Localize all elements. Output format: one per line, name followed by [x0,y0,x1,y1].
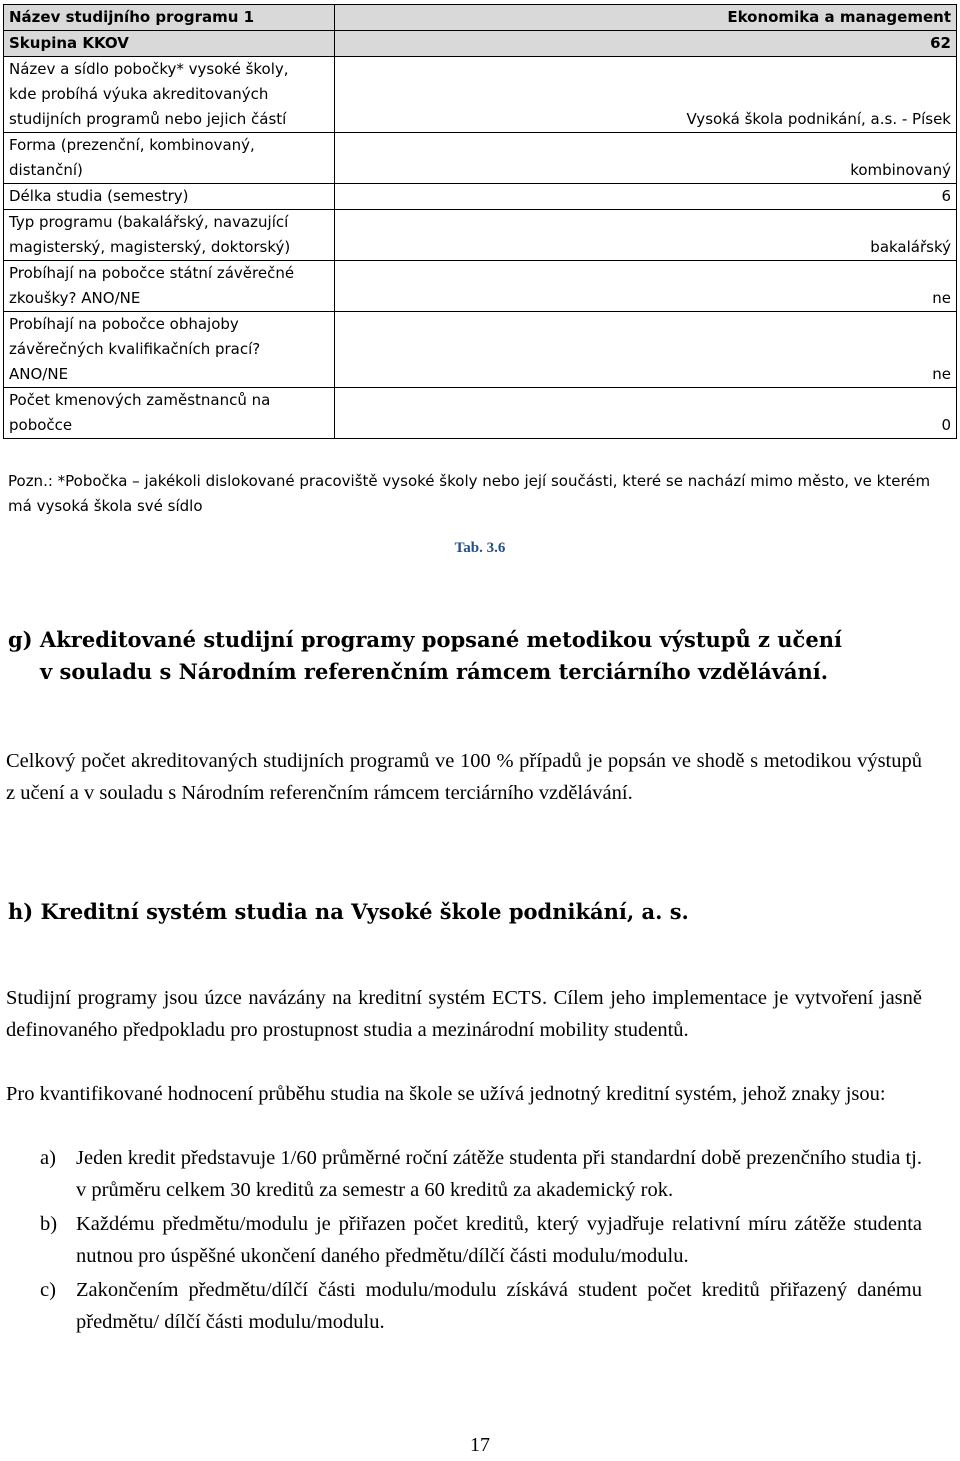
table-row [4,31,957,57]
table-row [4,57,957,133]
section-g-heading [8,624,952,688]
row-label [4,312,335,388]
table-row [4,261,957,312]
row-label [4,388,335,439]
credit-list [40,1142,922,1340]
table-row [4,184,957,210]
table-caption: Tab. 3.6 [454,540,506,556]
row-value: Ekonomika a management [335,5,957,31]
list-item [40,1208,922,1272]
list-text: Zakončením předmětu/dílčí části modulu/modulu získává student počet kreditů přiřazený danému předmětu/ dílčí části modulu/modulu. [76,1279,922,1333]
row-label-line: Forma (prezenční, kombinovaný, [9,136,255,154]
table-row [4,312,957,388]
row-value: kombinovaný [335,133,957,184]
table-row [4,388,957,439]
table-row [4,133,957,184]
row-label-line: distanční) [9,161,83,179]
table-row [4,210,957,261]
row-label-line: závěrečných kvalifikačních prací? [9,340,261,358]
list-text: Každému předmětu/modulu je přiřazen počet kreditů, který vyjadřuje relativní míru zátěže studenta nutnou pro úspěšné ukončení daného předmětu/dílčí části modulu/modulu. [76,1213,922,1267]
row-value: ne [335,312,957,388]
list-marker: a) [40,1147,56,1169]
row-value: 6 [335,184,957,210]
row-label-line: Délka studia (semestry) [9,187,189,205]
row-label-line: Probíhají na pobočce obhajoby [9,315,239,333]
row-value: 0 [335,388,957,439]
row-label-line: Název a sídlo pobočky* vysoké školy, [9,60,289,78]
row-label-line: Počet kmenových zaměstnanců na [9,391,271,409]
page-number: 17 [470,1434,490,1456]
row-value: Vysoká škola podnikání, a.s. - Písek [335,57,957,133]
row-label-line: Skupina KKOV [9,34,129,52]
row-label-line: pobočce [9,416,73,434]
table-row [4,5,957,31]
row-label-line: Probíhají na pobočce státní závěrečné [9,264,295,282]
list-marker: b) [40,1213,58,1235]
paragraph-h2: Pro kvantifikované hodnocení průběhu studia na škole se užívá jednotný kreditní systém, jehož znaky jsou: [6,1083,886,1105]
row-label [4,210,335,261]
row-value: bakalářský [335,210,957,261]
row-label [4,133,335,184]
row-label-line: studijních programů nebo jejich částí [9,110,287,128]
row-label-line: zkoušky? ANO/NE [9,289,141,307]
row-label-line: kde probíhá výuka akreditovaných [9,85,269,103]
list-text: Jeden kredit představuje 1/60 průměrné roční zátěže studenta při standardní době prezenčního studia tj. v průměru celkem 30 kreditů za semestr a 60 kreditů za akademický rok. [76,1147,922,1201]
row-label-line: magisterský, magisterský, doktorský) [9,238,291,256]
list-marker: c) [40,1279,56,1301]
row-label [4,5,335,31]
table-note: Pozn.: *Pobočka – jakékoli dislokované pracoviště vysoké školy nebo její součásti, které se nachází mimo město, ve kterém má vysoká škola své sídlo [8,472,931,515]
section-g-line1: g) Akreditované studijní programy popsané metodikou výstupů z učení [8,627,842,652]
section-h-heading: h) Kreditní systém studia na Vysoké škole podnikání, a. s. [8,899,689,924]
info-table [3,4,957,439]
list-item [40,1274,922,1338]
row-label [4,184,335,210]
row-label [4,261,335,312]
row-label [4,57,335,133]
row-label-line: ANO/NE [9,365,69,383]
row-label-line: Typ programu (bakalářský, navazující [9,213,289,231]
row-value: ne [335,261,957,312]
section-g-line2: v souladu s Národním referenčním rámcem terciárního vzdělávání. [40,659,829,684]
list-item [40,1142,922,1206]
paragraph-g: Celkový počet akreditovaných studijních programů ve 100 % případů je popsán ve shodě s metodikou výstupů z učení a v souladu s Národním referenčním rámcem terciárního vzdělávání. [6,750,922,804]
row-label [4,31,335,57]
row-label-line: Název studijního programu 1 [9,8,255,26]
paragraph-h1: Studijní programy jsou úzce navázány na kreditní systém ECTS. Cílem jeho implementace je vytvoření jasně definovaného předpokladu pro prostupnost studia a mezinárodní mobility studentů. [6,987,922,1041]
row-value: 62 [335,31,957,57]
